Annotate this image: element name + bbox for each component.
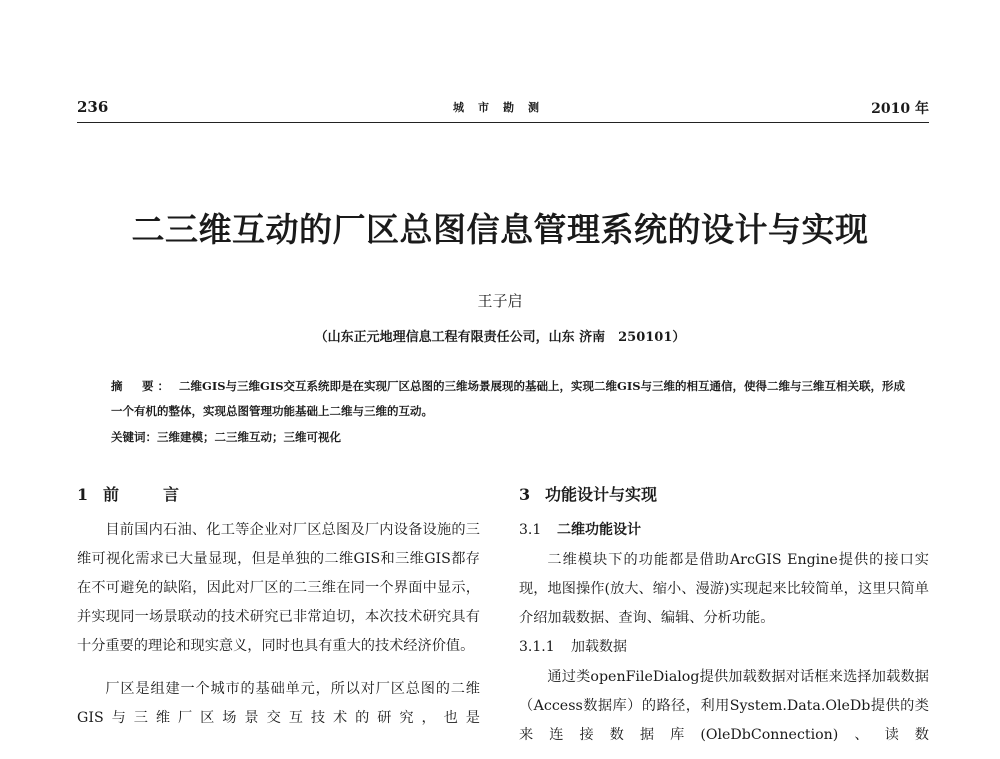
running-header bbox=[77, 96, 929, 123]
body-paragraph: 通过类openFileDialog提供加载数据对话框来选择加载数据（Access数据库）的路径，利用System.Data.OleDb提供的类来连接数据库(OleDbConnection)、读数 bbox=[519, 669, 929, 743]
subsection-title: 加载数据 bbox=[571, 639, 627, 655]
author: 王子启 bbox=[477, 292, 523, 310]
body-paragraph: 厂区是组建一个城市的基础单元，所以对厂区总图的二维GIS与三维厂区场景交互技术的研究，也是 bbox=[77, 681, 480, 726]
publication-year: 2010 年 bbox=[871, 101, 929, 117]
keywords-text: 三维建模；二三维互动；三维可视化 bbox=[157, 430, 341, 444]
body-paragraph: 二维模块下的功能都是借助ArcGIS Engine提供的接口实现，地图操作(放大、缩小、漫游)实现起来比较简单，这里只简单介绍加载数据、查询、编辑、分析功能。 bbox=[519, 552, 929, 626]
subsection-number: 3.1.1 bbox=[519, 639, 555, 655]
left-column bbox=[77, 482, 480, 733]
abstract-label: 摘 要： bbox=[111, 379, 173, 393]
right-column bbox=[519, 482, 929, 750]
subsection-heading-3-1-1 bbox=[519, 633, 929, 663]
body-paragraph: 目前国内石油、化工等企业对厂区总图及厂内设备设施的三维可视化需求已大量显现，但是单独的二维GIS和三维GIS都存在不可避免的缺陷，因此对厂区的二三维在同一个界面中显示，并实现同一场景联动的技术研究已非常迫切，本次技术研究具有十分重要的理论和现实意义，同时也具有重大的技术经济价值。 bbox=[77, 522, 480, 654]
abstract-text: 二维GIS与三维GIS交互系统即是在实现厂区总图的三维场景展现的基础上，实现二维GIS与三维的相互通信，使得二维与三维互相关联，形成一个有机的整体，实现总图管理功能基础上二维与三维的互动。 bbox=[111, 379, 906, 418]
page-number: 236 bbox=[77, 98, 109, 116]
subsection-title: 二维功能设计 bbox=[557, 522, 641, 538]
section-heading-3 bbox=[519, 482, 929, 516]
abstract bbox=[111, 374, 911, 424]
keywords bbox=[111, 429, 911, 445]
subsection-heading-3-1 bbox=[519, 516, 929, 546]
section-heading-1 bbox=[77, 482, 480, 516]
section-title: 前 言 bbox=[103, 485, 194, 504]
section-number: 1 bbox=[77, 485, 89, 504]
section-title: 功能设计与实现 bbox=[545, 485, 658, 504]
section-number: 3 bbox=[519, 485, 531, 504]
subsection-number: 3.1 bbox=[519, 522, 542, 538]
paper-title: 二三维互动的厂区总图信息管理系统的设计与实现 bbox=[131, 210, 869, 249]
affiliation: （山东正元地理信息工程有限责任公司，山东 济南 250101） bbox=[314, 330, 686, 345]
keywords-label: 关键词： bbox=[111, 430, 157, 444]
journal-name: 城市勘测 bbox=[453, 101, 553, 114]
